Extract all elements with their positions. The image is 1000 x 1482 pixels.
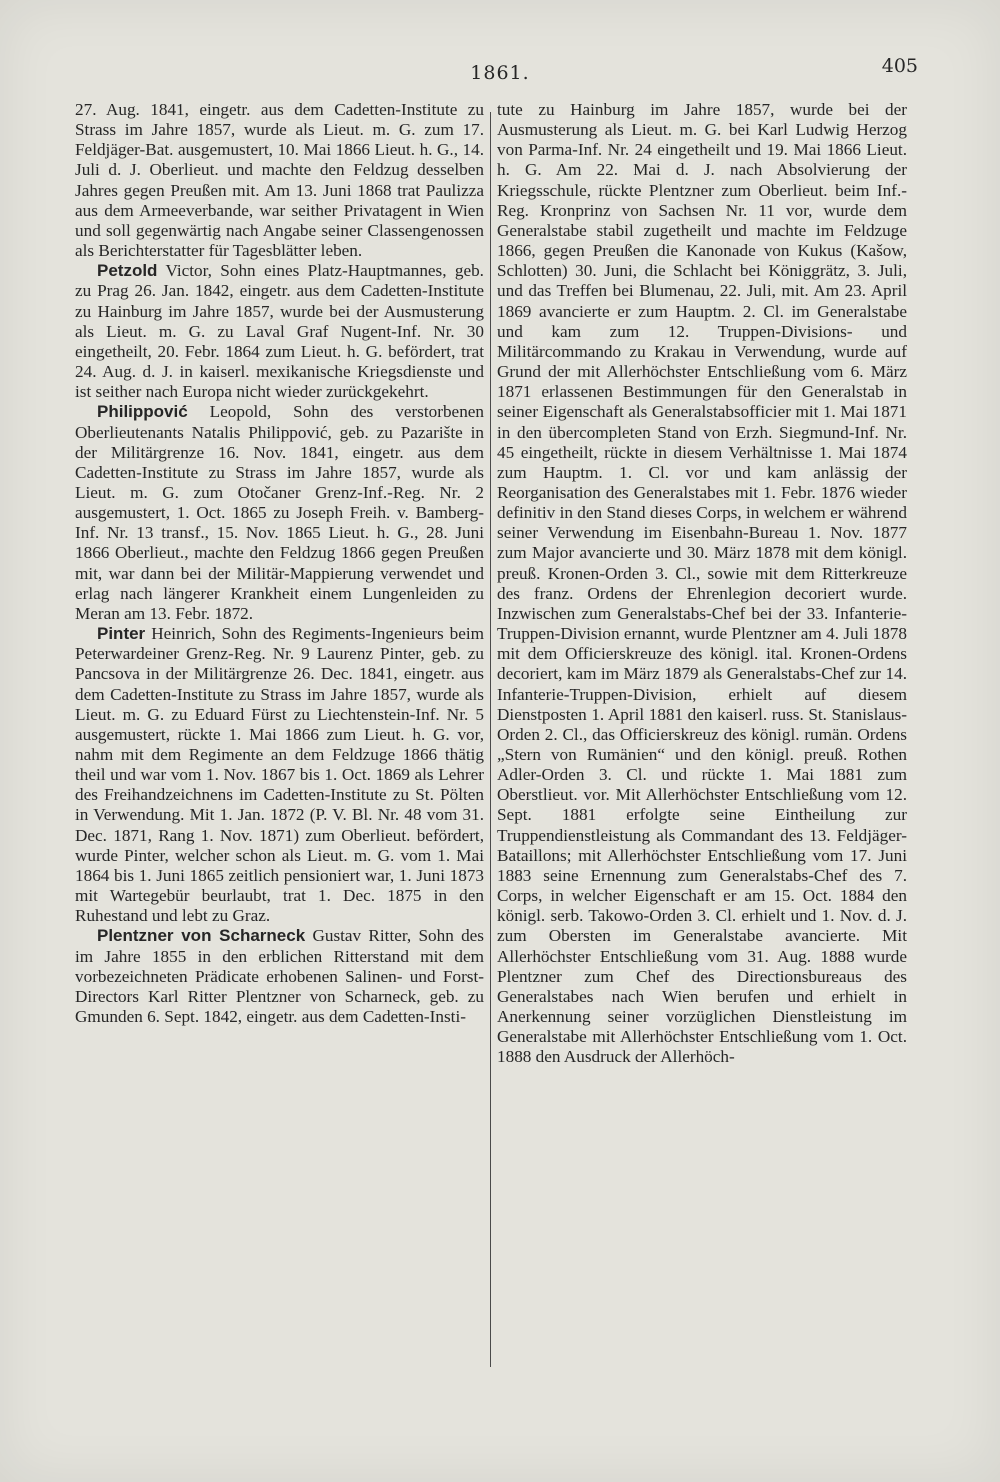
- continuation-paragraph: tute zu Hainburg im Jahre 1857, wurde bei der Ausmusterung als Lieut. m. G. bei Karl Ludwig Herzog von Parma-Inf. Nr. 24 eingetheilt und 19. Mai 1866 Lieut. h. G. Am 22. Mai d. J. nach Absolvierung der Kriegsschule, rückte Plentzner zum Oberlieut. beim Inf.-Reg. Kronprinz von Sachsen Nr. 11 vor, wurde dem Generalstabe stabil zugetheilt und machte im Feldzuge 1866, gegen Preußen die Kanonade von Kukus (Kašow, Schlotten) 30. Juni, die Schlacht bei Königgrätz, 3. Juli, und das Treffen bei Blumenau, 22. Juli, mit. Am 23. April 1869 avancierte er zum Hauptm. 2. Cl. im Generalstabe und kam zum 12. Truppen-Divisions- und Militärcommando zu Krakau in Verwendung, wurde auf Grund der mit Allerhöchster Entschließung vom 6. März 1871 erlassenen Bestimmungen für den Generalstab in seiner Eigenschaft als Generalstabsofficier mit 1. Mai 1871 in den übercompleten Stand von Erzh. Siegmund-Inf. Nr. 45 eingetheilt, rückte in diesem Verhältnisse 1. Mai 1874 zum Hauptm. 1. Cl. vor und kam anlässig der Reorganisation des Generalstabes mit 1. Febr. 1876 wieder definitiv in den Stand dieses Corps, in welchem er während seiner Verwendung im Eisenbahn-Bureau 1. Nov. 1877 zum Major avancierte und 30. März 1878 mit dem königl. preuß. Kronen-Orden 3. Cl., sowie mit dem Ritterkreuze des franz. Ordens der Ehrenlegion decoriert wurde. Inzwischen zum Generalstabs-Chef bei der 33. Infanterie-Truppen-Division ernannt, wurde Plentzner am 4. Juli 1878 mit dem Officierskreuze des königl. ital. Kronen-Ordens decoriert, kam im März 1879 als Generalstabs-Chef zur 14. Infanterie-Truppen-Division, erhielt auf diesem Dienstposten 1. April 1881 den kaiserl. russ. St. Stanislaus-Orden 2. Cl., das Officierskreuz des königl. rumän. Ordens „Stern von Rumänien“ und den königl. preuß. Rothen Adler-Orden 3. Cl. und rückte 1. Mai 1881 zum Oberstlieut. vor. Mit Allerhöchster Entschließung vom 12. Sept. 1881 erfolgte seine Eintheilung zur Truppendienstleistung als Commandant des 13. Feldjäger-Bataillons; mit Allerhöchster Entschließung vom 17. Juni 1883 seine Ernennung zum Generalstabs-Chef des 7. Corps, in welcher Eigenschaft er am 15. Oct. 1884 den königl. serb. Takowo-Orden 3. Cl. erhielt und 1. Nov. d. J. zum Obersten im Generalstabe avancierte. Mit Allerhöchster Entschließung vom 31. Aug. 1888 wurde Plentzner zum Chef des Directionsbureaus des Generalstabes nach Wien berufen und erhielt in Anerkennung seiner vorzüglichen Dienstleistung im Generalstabe mit Allerhöchster Entschließung vom 1. Oct. 1888 den Ausdruck der Allerhöch-: [497, 100, 907, 1067]
- left-column: [75, 100, 484, 1027]
- continuation-paragraph: 27. Aug. 1841, eingetr. aus dem Cadetten-Institute zu Strass im Jahre 1857, wurde als Lieut. m. G. zum 17. Feldjäger-Bat. ausgemustert, 10. Mai 1866 Lieut. h. G., 14. Juli d. J. Oberlieut. und machte den Feldzug desselben Jahres gegen Preußen mit. Am 13. Juni 1868 trat Paulizza aus dem Armeeverbande, war seither Privatagent in Wien und soll gegenwärtig nach Angabe seiner Classengenossen als Berichterstatter für Tagesblätter leben.: [75, 100, 484, 261]
- biography-entry: [75, 261, 484, 402]
- entry-name: Pinter: [97, 624, 146, 644]
- entry-name: Plentzner von Scharneck: [97, 926, 306, 946]
- entry-name: Petzold: [97, 261, 158, 281]
- column-rule: [490, 112, 491, 1367]
- entry-text: Heinrich, Sohn des Regiments-Ingenieurs beim Peterwardeiner Grenz-Reg. Nr. 9 Laurenz Pinter, geb. zu Pancsova in der Militärgrenze 26. Dec. 1841, eingetr. aus dem Cadetten-Institute zu Strass im Jahre 1857, wurde als Lieut. m. G. zu Eduard Fürst zu Liechtenstein-Inf. Nr. 5 ausgemustert, rückte 1. Mai 1866 zum Lieut. h. G. vor, nahm mit dem Regimente an dem Feldzuge 1866 thätig theil und war vom 1. Nov. 1867 bis 1. Oct. 1869 als Lehrer des Freihandzeichnens im Cadetten-Institute zu St. Pölten in Verwendung. Mit 1. Jan. 1872 (P. V. Bl. Nr. 48 vom 31. Dec. 1871, Rang 1. Nov. 1871) zum Oberlieut. befördert, wurde Pinter, welcher schon als Lieut. m. G. vom 1. Mai 1864 bis 1. Juni 1865 zeitlich pensioniert war, 1. Juni 1873 mit Wartegebür beurlaubt, trat 1. Dec. 1875 in den Ruhestand und lebt zu Graz.: [75, 624, 484, 926]
- right-column: [497, 100, 907, 1068]
- running-head-year: 1861.: [470, 62, 530, 84]
- biography-entry: [75, 926, 484, 1027]
- entry-text: Leopold, Sohn des verstorbenen Oberlieutenants Natalis Philippović, geb. zu Pazarište in der Militärgrenze 16. Nov. 1841, eingetr. aus dem Cadetten-Institute zu Strass im Jahre 1857, wurde als Lieut. m. G. zum Otočaner Grenz-Inf.-Reg. Nr. 2 ausgemustert, 1. Oct. 1865 zu Joseph Freih. v. Bamberg-Inf. Nr. 13 transf., 15. Nov. 1865 Lieut. h. G., 28. Juni 1866 Oberlieut., machte den Feldzug 1866 gegen Preußen mit, war dann bei der Militär-Mappierung verwendet und erlag nach längerer Krankheit einem Lungenleiden zu Meran am 13. Febr. 1872.: [75, 402, 485, 623]
- entry-name: Philippović: [97, 402, 188, 422]
- entry-text: Gustav Ritter, Sohn des im Jahre 1855 in den erblichen Ritterstand mit dem vorbezeichneten Prädicate erhobenen Salinen- und Forst-Directors Karl Ritter Plentzner von Scharneck, geb. zu Gmunden 6. Sept. 1842, eingetr. aus dem Cadetten-Insti-: [75, 926, 484, 1027]
- biography-entry: [75, 624, 484, 926]
- entry-text: Victor, Sohn eines Platz-Hauptmannes, geb. zu Prag 26. Jan. 1842, eingetr. aus dem Cadetten-Institute zu Hainburg im Jahre 1857, wurde bei der Ausmusterung als Lieut. m. G. zu Laval Graf Nugent-Inf. Nr. 30 eingetheilt, 20. Febr. 1864 zum Lieut. h. G. befördert, trat 24. Aug. d. J. in kaiserl. mexikanische Kriegsdienste und ist seither nach Europa nicht wieder zurückgekehrt.: [75, 261, 484, 402]
- biography-entry: [75, 402, 484, 624]
- page-number: 405: [881, 55, 918, 77]
